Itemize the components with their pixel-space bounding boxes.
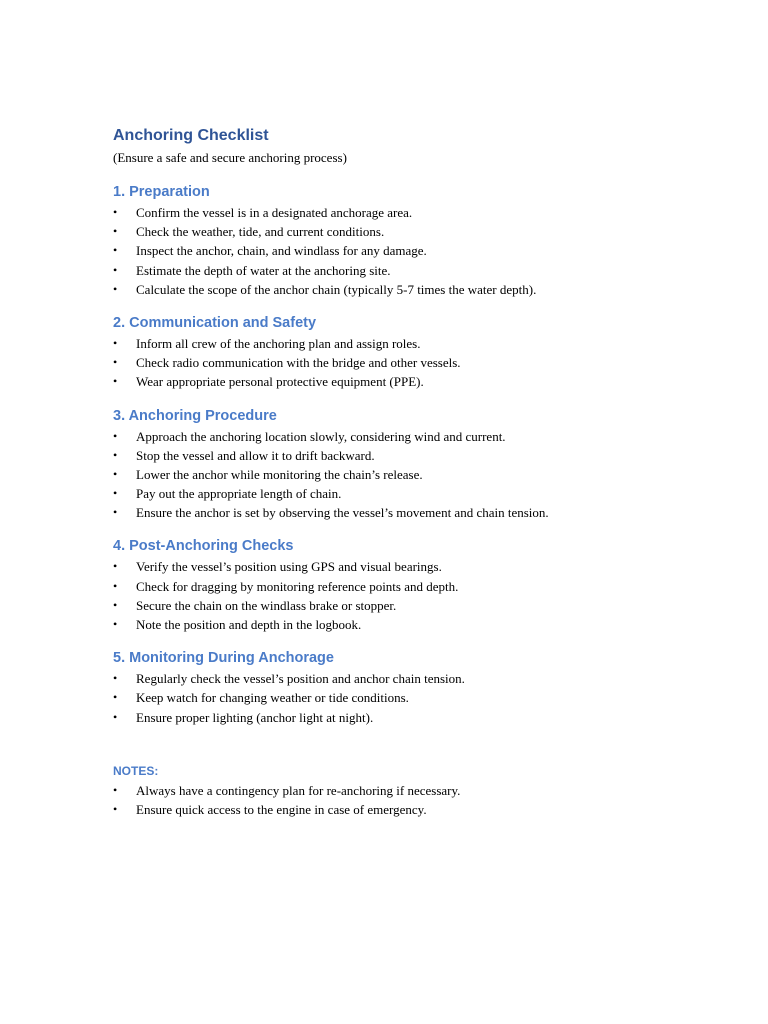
checklist-item-text: Verify the vessel’s position using GPS and visual bearings.	[136, 559, 442, 575]
checklist-item-text: Inform all crew of the anchoring plan and assign roles.	[136, 335, 421, 351]
document-title: Anchoring Checklist	[113, 127, 269, 144]
checklist-item-text: Estimate the depth of water at the anchoring site.	[136, 262, 391, 278]
bullet-icon: •	[113, 447, 118, 462]
checklist-sections	[113, 181, 733, 727]
checklist-section	[113, 405, 733, 523]
note-item	[113, 781, 733, 800]
bullet-icon: •	[113, 205, 118, 219]
checklist-item-text: Ensure the anchor is set by observing the vessel’s movement and chain tension.	[136, 505, 549, 521]
checklist-item-text: Calculate the scope of the anchor chain (typically 5-7 times the water depth).	[136, 281, 537, 297]
checklist-item-text: Check radio communication with the bridge and other vessels.	[136, 355, 461, 371]
note-item-text: Always have a contingency plan for re-anchoring if necessary.	[136, 782, 461, 798]
notes-list	[113, 781, 733, 819]
bullet-icon: •	[113, 224, 118, 239]
section-heading: 5. Monitoring During Anchorage	[113, 650, 334, 667]
checklist-item	[113, 557, 733, 576]
checklist-items	[113, 669, 733, 727]
document-page	[113, 124, 733, 819]
checklist-item-text: Check for dragging by monitoring reference points and depth.	[136, 578, 459, 594]
checklist-item-text: Wear appropriate personal protective equipment (PPE).	[136, 374, 424, 390]
bullet-icon: •	[113, 374, 118, 389]
checklist-section	[113, 312, 733, 392]
bullet-icon: •	[113, 243, 118, 258]
bullet-icon: •	[113, 505, 118, 520]
checklist-section	[113, 647, 733, 727]
checklist-item-text: Check the weather, tide, and current conditions.	[136, 224, 385, 240]
document-subtitle: (Ensure a safe and secure anchoring process)	[113, 150, 347, 165]
bullet-icon: •	[113, 709, 118, 724]
bullet-icon: •	[113, 690, 118, 705]
checklist-item-text: Inspect the anchor, chain, and windlass for any damage.	[136, 243, 427, 259]
checklist-item	[113, 372, 733, 391]
note-item-text: Ensure quick access to the engine in case of emergency.	[136, 801, 427, 817]
section-heading: 2. Communication and Safety	[113, 314, 317, 331]
checklist-item	[113, 241, 733, 260]
notes-section	[113, 761, 733, 819]
bullet-icon: •	[113, 335, 118, 350]
checklist-item	[113, 261, 733, 280]
checklist-item-text: Approach the anchoring location slowly, considering wind and current.	[136, 428, 506, 444]
checklist-section	[113, 535, 733, 634]
bullet-icon: •	[113, 617, 118, 631]
bullet-icon: •	[113, 559, 118, 574]
bullet-icon: •	[113, 801, 118, 816]
bullet-icon: •	[113, 578, 118, 593]
note-item	[113, 800, 733, 819]
checklist-section	[113, 181, 733, 299]
checklist-item	[113, 484, 733, 503]
notes-heading: NOTES:	[113, 763, 159, 778]
bullet-icon: •	[113, 597, 118, 612]
bullet-icon: •	[113, 466, 118, 481]
checklist-item	[113, 577, 733, 596]
checklist-item-text: Lower the anchor while monitoring the chain’s release.	[136, 466, 423, 482]
bullet-icon: •	[113, 281, 118, 296]
bullet-icon: •	[113, 671, 118, 686]
checklist-item-text: Keep watch for changing weather or tide conditions.	[136, 690, 409, 706]
bullet-icon: •	[113, 486, 118, 501]
checklist-item-text: Note the position and depth in the logbook.	[136, 617, 362, 632]
checklist-item	[113, 203, 733, 222]
checklist-item-text: Confirm the vessel is in a designated anchorage area.	[136, 205, 413, 220]
checklist-items	[113, 557, 733, 634]
bullet-icon: •	[113, 355, 118, 370]
section-heading: 3. Anchoring Procedure	[113, 407, 277, 424]
bullet-icon: •	[113, 782, 118, 797]
checklist-item-text: Stop the vessel and allow it to drift backward.	[136, 447, 375, 463]
checklist-item	[113, 465, 733, 484]
checklist-item	[113, 688, 733, 707]
checklist-item-text: Secure the chain on the windlass brake or stopper.	[136, 597, 397, 613]
checklist-item	[113, 615, 733, 634]
checklist-items	[113, 427, 733, 523]
checklist-items	[113, 334, 733, 392]
bullet-icon: •	[113, 262, 118, 277]
checklist-item	[113, 334, 733, 353]
checklist-item	[113, 708, 733, 727]
checklist-item	[113, 669, 733, 688]
checklist-item	[113, 222, 733, 241]
section-heading: 1. Preparation	[113, 184, 210, 200]
checklist-item	[113, 353, 733, 372]
checklist-item-text: Regularly check the vessel’s position and anchor chain tension.	[136, 671, 465, 687]
bullet-icon: •	[113, 428, 118, 443]
checklist-item-text: Pay out the appropriate length of chain.	[136, 486, 342, 502]
checklist-item	[113, 503, 733, 522]
checklist-item	[113, 427, 733, 446]
checklist-item-text: Ensure proper lighting (anchor light at night).	[136, 709, 374, 725]
checklist-item	[113, 446, 733, 465]
checklist-item	[113, 596, 733, 615]
section-heading: 4. Post-Anchoring Checks	[113, 538, 294, 555]
checklist-item	[113, 280, 733, 299]
checklist-items	[113, 203, 733, 299]
